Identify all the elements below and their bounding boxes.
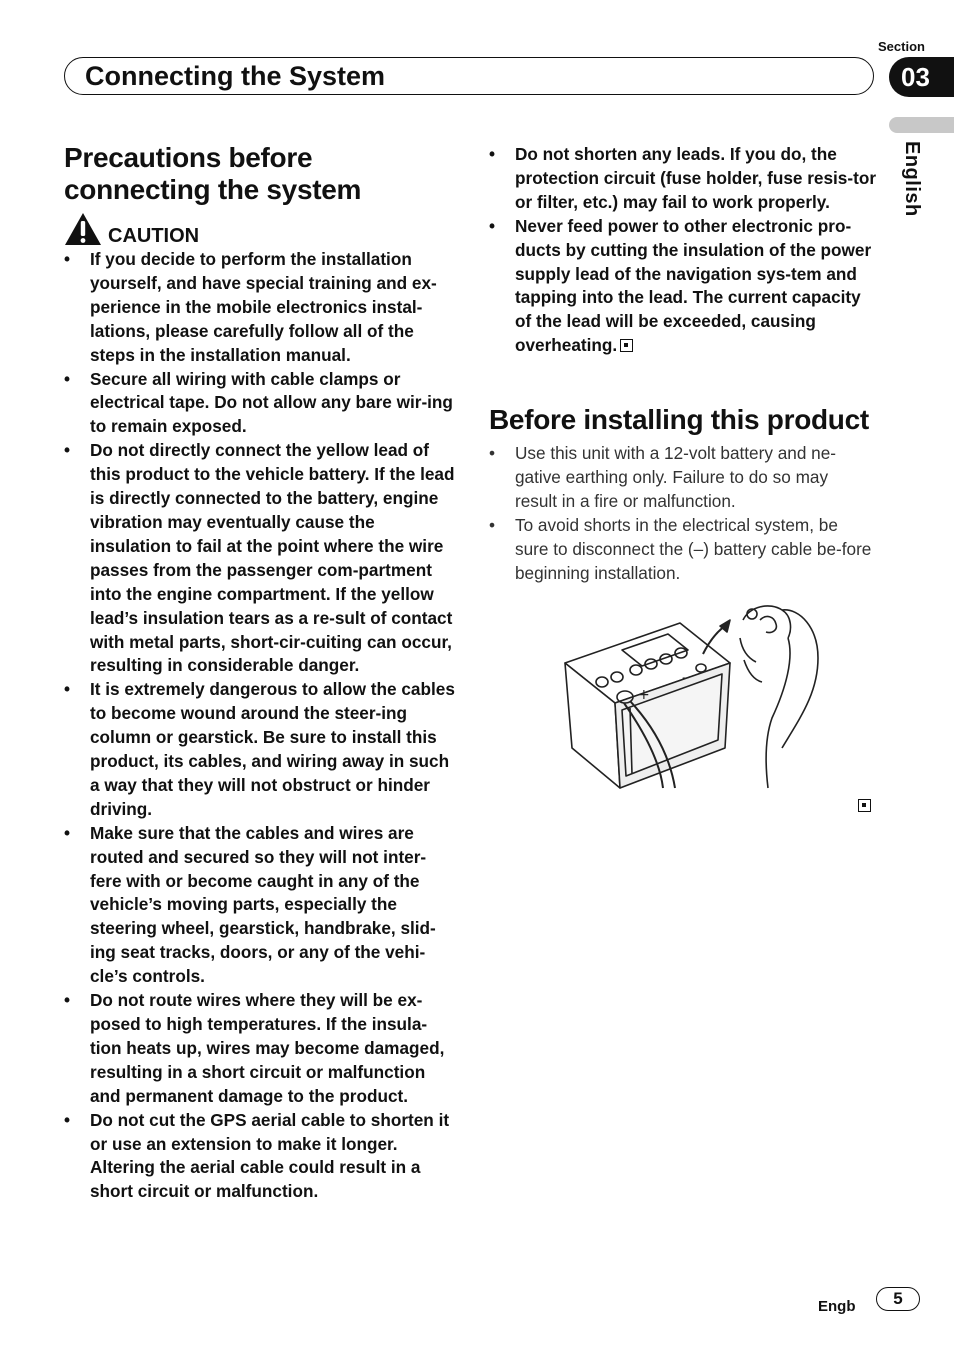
- page-header-title: Connecting the System: [85, 61, 386, 91]
- precautions-heading-line2: connecting the system: [64, 174, 362, 205]
- precautions-list-left: [64, 248, 456, 1204]
- svg-text:+: +: [638, 687, 650, 703]
- precautions-list-right: [489, 143, 881, 358]
- section-number-badge: 03: [889, 57, 954, 97]
- precautions-heading: [64, 142, 361, 206]
- list-item: • Do not cut the GPS aerial cable to shorten it or use an extension to make it longer. Altering the aerial cable could result in a short circuit or malfunction.: [64, 1109, 456, 1205]
- list-item: • Do not shorten any leads. If you do, the protection circuit (fuse holder, fuse resis-tor or filter, etc.) may fail to work properly.: [489, 143, 881, 215]
- section-end-icon: [858, 799, 871, 812]
- language-label: English: [901, 141, 923, 217]
- list-item: • To avoid shorts in the electrical system, be sure to disconnect the (–) battery cable be-fore beginning installation.: [489, 514, 874, 586]
- page-number: 5: [876, 1287, 920, 1311]
- header-bar: [64, 57, 874, 95]
- section-end-icon: [620, 339, 633, 352]
- list-item: • It is extremely dangerous to allow the cables to become wound around the steer-ing column or gearstick. Be sure to install this product, its cables, and wiring away in such a way that they will not obstruct or hinder driving.: [64, 678, 456, 821]
- list-item: • Do not route wires where they will be ex-posed to high temperatures. If the insula-tion heats up, wires may become damaged, resulting in a short circuit or malfunction and permanent damage to the product.: [64, 989, 456, 1109]
- before-installing-heading: Before installing this product: [489, 404, 869, 435]
- footer-language-code: Engb: [818, 1298, 856, 1315]
- precautions-heading-line1: Precautions before: [64, 142, 313, 173]
- section-label: Section: [878, 39, 925, 54]
- list-item: • Do not directly connect the yellow lead of this product to the vehicle battery. If the lead is directly connected to the battery, engine vibration may eventually cause the insulation to fail at the point where the wire passes from the passenger com-partment into the engine compartment. If the yellow lead’s insulation tears as a re-sult of contact with metal parts, short-cir-cuiting can occur, resulting in considerable danger.: [64, 439, 456, 678]
- list-item: [489, 215, 881, 358]
- list-item: • If you decide to perform the installation yourself, and have special training and ex-perience in the mobile electronics instal-lations, please carefully follow all of the steps in the installation manual.: [64, 248, 456, 368]
- warning-triangle-icon: [64, 212, 102, 246]
- list-item: • Secure all wiring with cable clamps or electrical tape. Do not allow any bare wir-ing to remain exposed.: [64, 368, 456, 440]
- before-installing-list: [489, 442, 874, 585]
- battery-disconnect-illustration: [560, 598, 830, 793]
- list-item: • Use this unit with a 12-volt battery and ne-gative earthing only. Failure to do so may result in a fire or malfunction.: [489, 442, 874, 514]
- caution-label: CAUTION: [108, 225, 200, 247]
- list-item: • Make sure that the cables and wires are routed and secured so they will not inter-fere with or become caught in any of the vehicle’s moving parts, especially the steering wheel, gearstick, handbrake, slid-ing seat tracks, doors, or any of the vehi-cle’s controls.: [64, 822, 456, 989]
- svg-text:–: –: [682, 670, 689, 686]
- list-item-text: Never feed power to other electronic pro-ducts by cutting the insulation of the power supply lead of the navigation sys-tem and tapping into the lead. The current capacity of the lead will be exceeded, causing overheating.: [515, 215, 872, 356]
- language-tab: [889, 117, 954, 133]
